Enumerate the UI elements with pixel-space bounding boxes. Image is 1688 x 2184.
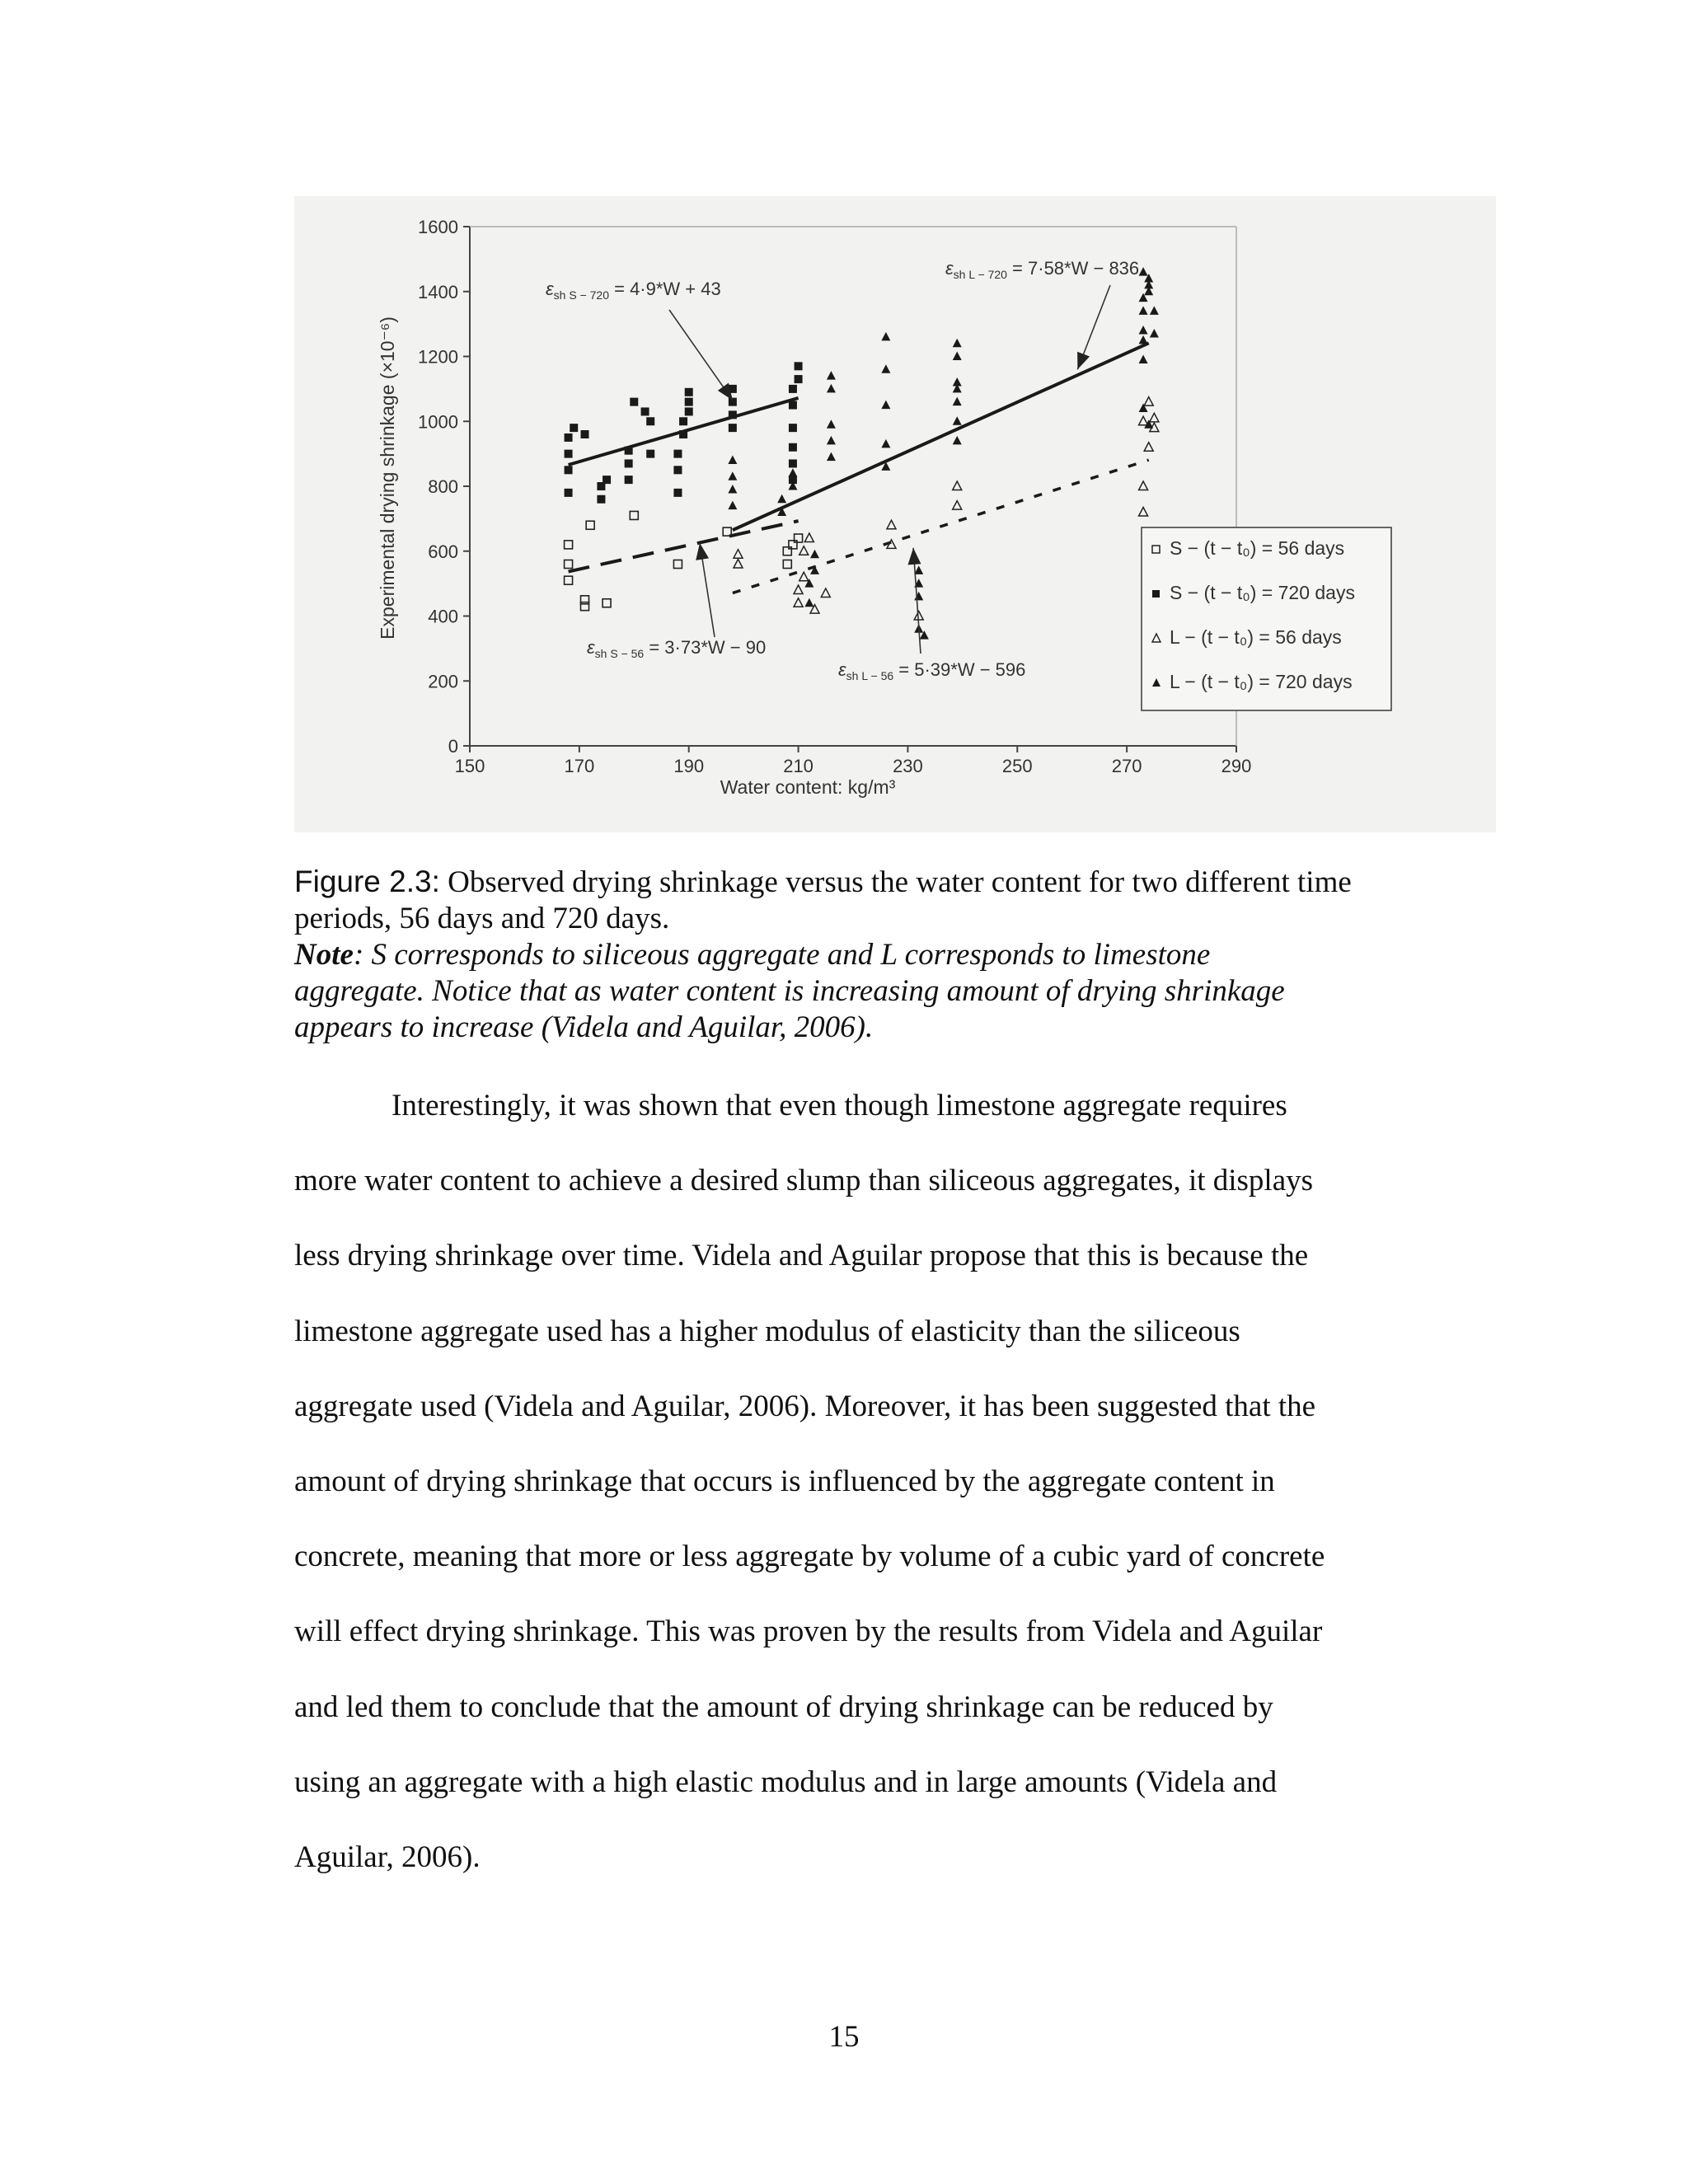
data-point-l720 bbox=[810, 550, 819, 559]
caption-note-line-3: appears to increase (Videla and Aguilar, 2006). bbox=[294, 1010, 874, 1044]
body-paragraph bbox=[294, 1088, 1399, 1915]
caption-note-line-1: Note: S corresponds to siliceous aggregate and L corresponds to limestone bbox=[294, 938, 1211, 972]
data-point-s720 bbox=[685, 407, 693, 415]
data-point-s720 bbox=[565, 434, 573, 442]
data-point-s56 bbox=[565, 576, 573, 584]
y-tick-label: 1200 bbox=[418, 346, 458, 368]
data-point-s720 bbox=[789, 459, 797, 467]
data-point-s720 bbox=[646, 417, 654, 425]
y-tick-label: 200 bbox=[428, 671, 458, 692]
data-point-s720 bbox=[570, 424, 578, 432]
y-tick-label: 600 bbox=[428, 541, 458, 562]
data-point-s720 bbox=[729, 410, 737, 419]
data-point-s56 bbox=[783, 560, 791, 569]
data-point-s720 bbox=[625, 447, 633, 455]
data-point-s720 bbox=[565, 450, 573, 458]
data-point-l56 bbox=[734, 550, 743, 559]
data-point-l56 bbox=[1150, 413, 1159, 422]
shrinkage-figure bbox=[294, 196, 1496, 832]
data-point-l720 bbox=[1139, 354, 1148, 363]
data-point-s720 bbox=[673, 466, 682, 474]
body-line: using an aggregate with a high elastic modulus and in large amounts (Videla and bbox=[294, 1765, 1278, 1799]
data-point-l720 bbox=[728, 485, 737, 494]
x-tick-label: 190 bbox=[673, 756, 705, 776]
data-point-l720 bbox=[1150, 306, 1159, 315]
data-point-s56 bbox=[565, 560, 573, 569]
y-tick-label: 1400 bbox=[418, 281, 458, 302]
caption-text-1: Observed drying shrinkage versus the water content for two different time bbox=[448, 865, 1352, 899]
data-point-s720 bbox=[789, 443, 797, 452]
data-point-l720 bbox=[777, 494, 786, 504]
data-point-l720 bbox=[1139, 335, 1148, 344]
annotation-leader bbox=[669, 310, 733, 401]
data-point-l720 bbox=[827, 371, 836, 380]
caption-line-2: periods, 56 days and 720 days. bbox=[294, 902, 670, 935]
data-point-l720 bbox=[1150, 329, 1159, 338]
data-point-l56 bbox=[794, 598, 803, 607]
data-point-l720 bbox=[827, 419, 836, 429]
data-point-s720 bbox=[685, 398, 693, 406]
data-point-s720 bbox=[729, 398, 737, 406]
data-point-l720 bbox=[953, 397, 962, 406]
data-point-s720 bbox=[565, 466, 573, 474]
data-point-s720 bbox=[597, 495, 605, 504]
data-point-l56 bbox=[1139, 481, 1148, 490]
note-label: Note bbox=[294, 938, 354, 972]
data-point-s720 bbox=[603, 476, 611, 484]
y-tick-label: 400 bbox=[428, 606, 458, 627]
data-point-l56 bbox=[799, 572, 809, 581]
caption-note-line-2: aggregate. Notice that as water content is increasing amount of drying shrinkage bbox=[294, 974, 1285, 1008]
annotation-arrowhead bbox=[1077, 352, 1090, 370]
data-point-s720 bbox=[679, 430, 687, 438]
data-point-s720 bbox=[673, 450, 682, 458]
page-number: 15 bbox=[828, 2020, 860, 2054]
legend-marker bbox=[1152, 590, 1160, 598]
data-point-s720 bbox=[729, 424, 737, 432]
x-tick-label: 270 bbox=[1111, 756, 1142, 776]
data-point-s56 bbox=[603, 599, 611, 607]
data-point-l720 bbox=[881, 332, 890, 341]
y-tick-label: 1600 bbox=[418, 217, 458, 237]
legend-entry: L − (t − t₀) = 56 days bbox=[1170, 626, 1342, 648]
data-point-s720 bbox=[625, 476, 633, 484]
body-line: amount of drying shrinkage that occurs is influenced by the aggregate content in bbox=[294, 1464, 1275, 1498]
data-point-l720 bbox=[881, 401, 890, 410]
legend-entry: L − (t − t₀) = 720 days bbox=[1170, 671, 1353, 692]
data-point-l56 bbox=[953, 501, 962, 510]
x-tick-label: 210 bbox=[783, 756, 814, 776]
x-tick-label: 290 bbox=[1221, 756, 1252, 776]
body-line: will effect drying shrinkage. This was proven by the results from Videla and Aguilar bbox=[294, 1615, 1323, 1649]
data-point-l720 bbox=[881, 439, 890, 448]
data-point-l720 bbox=[827, 384, 836, 393]
data-point-l720 bbox=[914, 592, 923, 601]
data-point-l720 bbox=[1139, 404, 1148, 413]
data-point-s720 bbox=[625, 459, 633, 467]
data-point-s720 bbox=[789, 385, 797, 393]
data-point-l56 bbox=[734, 560, 743, 569]
x-tick-label: 170 bbox=[564, 756, 595, 776]
data-point-s56 bbox=[586, 521, 594, 529]
data-point-l720 bbox=[1139, 326, 1148, 335]
data-point-s720 bbox=[789, 424, 797, 432]
legend-entry: S − (t − t₀) = 56 days bbox=[1170, 537, 1345, 559]
fit-equation-label: $\varepsilon_{sh L - 720} = 7\cdot 58*W - 836$ bbox=[945, 258, 1140, 281]
data-point-l720 bbox=[1139, 306, 1148, 315]
data-point-l720 bbox=[827, 452, 836, 462]
data-point-l56 bbox=[953, 481, 962, 490]
data-point-l56 bbox=[821, 588, 830, 598]
legend-entry: S − (t − t₀) = 720 days bbox=[1170, 582, 1355, 603]
x-axis-label: Water content: kg/m³ bbox=[720, 776, 896, 798]
data-point-l720 bbox=[728, 456, 737, 465]
fit-line bbox=[569, 521, 799, 571]
y-tick-label: 0 bbox=[448, 736, 458, 757]
data-point-l56 bbox=[1144, 397, 1153, 406]
data-point-s720 bbox=[646, 450, 654, 458]
fit-equation-label: $\varepsilon_{sh S - 56} = 3\cdot 73*W - 90$ bbox=[587, 637, 767, 660]
data-point-l56 bbox=[1139, 416, 1148, 425]
x-tick-label: 230 bbox=[893, 756, 923, 776]
data-point-s720 bbox=[795, 375, 803, 383]
data-point-l720 bbox=[804, 579, 814, 588]
data-point-s56 bbox=[630, 511, 638, 519]
data-point-l720 bbox=[881, 364, 890, 373]
body-line: Aguilar, 2006). bbox=[294, 1840, 481, 1874]
data-point-l720 bbox=[953, 339, 962, 348]
data-point-s720 bbox=[679, 417, 687, 425]
body-line: more water content to achieve a desired slump than siliceous aggregates, it displays bbox=[294, 1164, 1314, 1198]
data-point-l720 bbox=[953, 436, 962, 445]
data-point-l720 bbox=[804, 598, 814, 607]
body-line: Interestingly, it was shown that even though limestone aggregate requires bbox=[392, 1089, 1287, 1122]
data-point-l56 bbox=[1144, 443, 1153, 452]
body-line: less drying shrinkage over time. Videla and Aguilar propose that this is because the bbox=[294, 1239, 1309, 1273]
data-point-l720 bbox=[953, 416, 962, 425]
body-line: limestone aggregate used has a higher modulus of elasticity than the siliceous bbox=[294, 1314, 1240, 1348]
data-point-s720 bbox=[630, 398, 638, 406]
body-line: concrete, meaning that more or less aggregate by volume of a cubic yard of concrete bbox=[294, 1540, 1325, 1574]
data-point-l56 bbox=[1139, 508, 1148, 517]
annotation-arrowhead bbox=[907, 548, 921, 565]
data-point-s720 bbox=[789, 401, 797, 410]
data-point-l720 bbox=[1139, 267, 1148, 276]
data-point-l720 bbox=[827, 436, 836, 445]
x-tick-label: 150 bbox=[454, 756, 485, 776]
figure-caption bbox=[294, 864, 1390, 1046]
data-point-l720 bbox=[788, 468, 797, 477]
fit-equation-label: $\varepsilon_{sh S - 720} = 4\cdot 9*W + 43$ bbox=[546, 279, 721, 302]
figure-label: Figure 2.3 bbox=[294, 865, 432, 898]
body-line: and led them to conclude that the amount of drying shrinkage can be reduced by bbox=[294, 1690, 1273, 1724]
y-tick-label: 800 bbox=[428, 476, 458, 497]
body-line: aggregate used (Videla and Aguilar, 2006). Moreover, it has been suggested that the bbox=[294, 1389, 1316, 1423]
data-point-s56 bbox=[565, 541, 573, 549]
y-axis-label: Experimental drying shrinkage (×10⁻⁶) bbox=[377, 316, 398, 640]
data-point-l720 bbox=[953, 352, 962, 361]
data-point-s720 bbox=[641, 407, 649, 415]
x-tick-label: 250 bbox=[1001, 756, 1033, 776]
annotation-arrowhead bbox=[696, 543, 709, 560]
data-point-l720 bbox=[728, 501, 737, 510]
data-point-s720 bbox=[565, 489, 573, 497]
shrinkage-scatter-chart bbox=[294, 196, 1496, 832]
fit-equation-label: $\varepsilon_{sh L - 56} = 5\cdot 39*W - 596$ bbox=[838, 659, 1026, 682]
data-point-s720 bbox=[673, 489, 682, 497]
data-point-s56 bbox=[673, 560, 682, 569]
data-point-s720 bbox=[685, 388, 693, 396]
data-point-l56 bbox=[804, 533, 814, 542]
fit-line bbox=[733, 343, 1149, 530]
caption-line-1: Figure 2.3: Observed drying shrinkage versus the water content for two different time bbox=[294, 865, 1352, 899]
data-point-s720 bbox=[581, 430, 589, 438]
data-point-l56 bbox=[887, 520, 896, 529]
data-point-l56 bbox=[794, 585, 803, 594]
data-point-l56 bbox=[799, 546, 809, 555]
data-point-l720 bbox=[728, 471, 737, 480]
data-point-s720 bbox=[795, 362, 803, 370]
y-tick-label: 1000 bbox=[418, 411, 458, 433]
